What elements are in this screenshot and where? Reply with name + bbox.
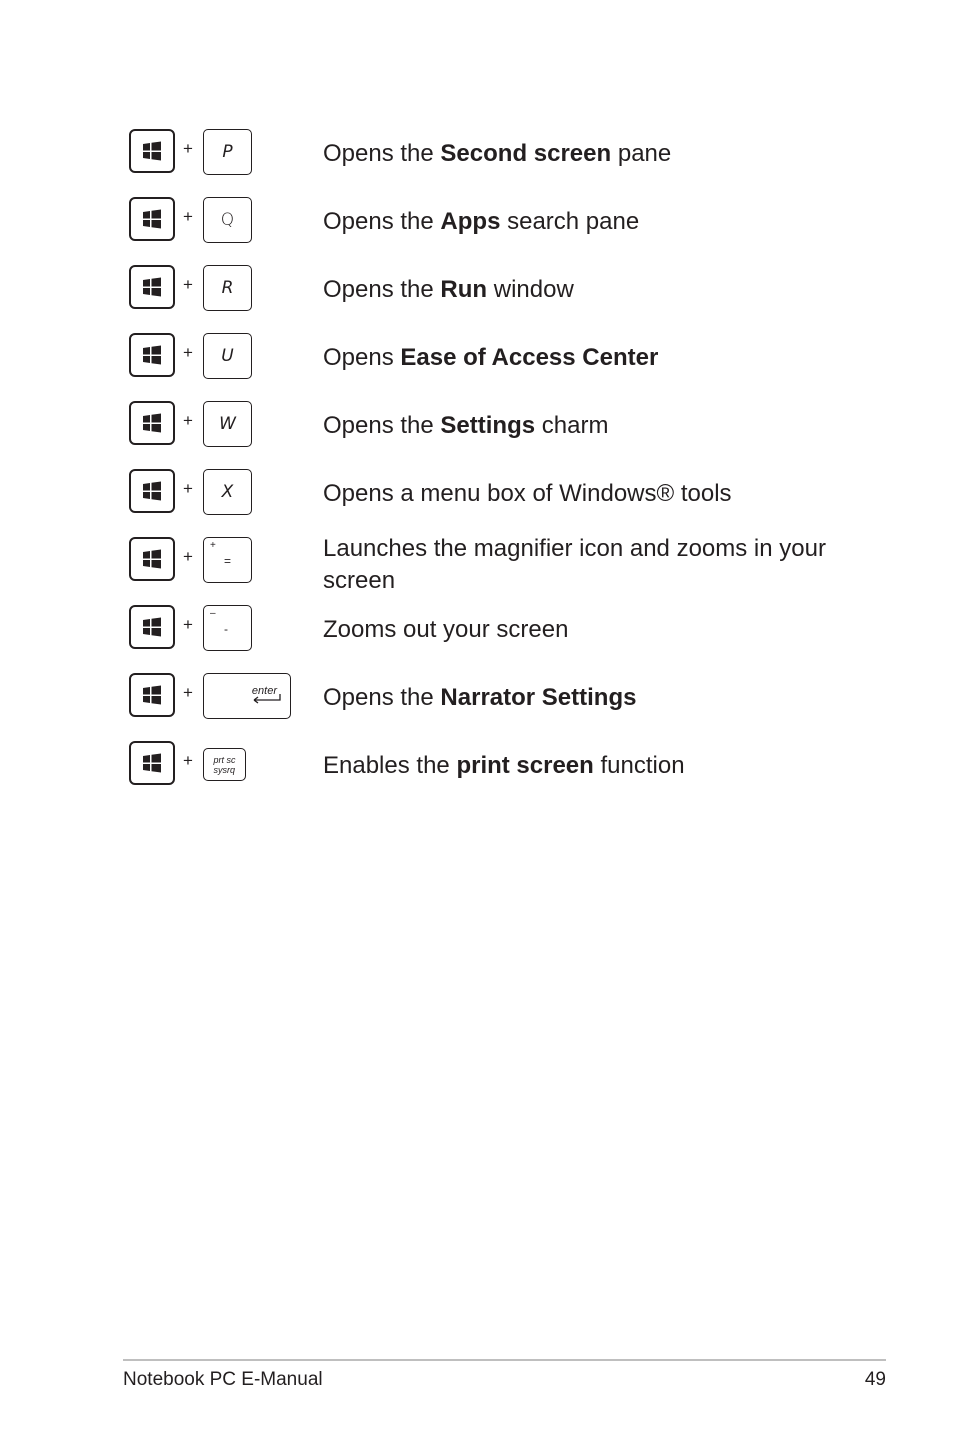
key-u: U bbox=[203, 333, 252, 379]
windows-key-icon bbox=[129, 333, 175, 377]
shortcut-description: Enables the print screen function bbox=[323, 752, 685, 779]
key-p: P bbox=[203, 129, 252, 175]
plus-sign: + bbox=[183, 207, 193, 226]
shortcut-description: Opens a menu box of Windows® tools bbox=[323, 480, 732, 507]
key-r: R bbox=[203, 265, 252, 311]
shortcut-row bbox=[0, 265, 954, 313]
plus-sign: + bbox=[183, 751, 193, 770]
key-plus-equals: + = bbox=[203, 537, 252, 583]
shortcut-description: Zooms out your screen bbox=[323, 616, 569, 643]
windows-key-icon bbox=[129, 129, 175, 173]
plus-sign: + bbox=[183, 411, 193, 430]
shortcut-row bbox=[0, 741, 954, 789]
windows-key-icon bbox=[129, 673, 175, 717]
shortcut-row bbox=[0, 673, 954, 721]
windows-key-icon bbox=[129, 197, 175, 241]
key-w: W bbox=[203, 401, 252, 447]
shortcut-description: Opens the Apps search pane bbox=[323, 208, 640, 235]
windows-key-icon bbox=[129, 537, 175, 581]
plus-sign: + bbox=[183, 547, 193, 566]
key-x: X bbox=[203, 469, 252, 515]
windows-key-icon bbox=[129, 469, 175, 513]
key-minus: – - bbox=[203, 605, 252, 651]
plus-sign: + bbox=[183, 275, 193, 294]
page-number: 49 bbox=[864, 1369, 886, 1390]
key-enter: enter bbox=[203, 673, 291, 719]
shortcut-description: Opens Ease of Access Center bbox=[323, 344, 659, 371]
shortcut-description: Opens the Narrator Settings bbox=[323, 684, 637, 711]
plus-sign: + bbox=[183, 479, 193, 498]
shortcut-description: Opens the Second screen pane bbox=[323, 140, 672, 167]
footer-title: Notebook PC E-Manual bbox=[123, 1369, 323, 1390]
shortcut-row bbox=[0, 401, 954, 449]
plus-sign: + bbox=[183, 343, 193, 362]
shortcut-row bbox=[0, 605, 954, 653]
enter-arrow-icon bbox=[250, 694, 284, 704]
shortcut-row bbox=[0, 469, 954, 517]
footer-divider bbox=[123, 1359, 886, 1361]
shortcut-description: Opens the Run window bbox=[323, 276, 574, 303]
plus-sign: + bbox=[183, 615, 193, 634]
shortcut-description: Opens the Settings charm bbox=[323, 412, 609, 439]
windows-key-icon bbox=[129, 605, 175, 649]
plus-sign: + bbox=[183, 683, 193, 702]
windows-key-icon bbox=[129, 401, 175, 445]
key-prtsc-sysrq: prt sc sysrq bbox=[203, 748, 246, 781]
shortcut-row bbox=[0, 129, 954, 177]
windows-key-icon bbox=[129, 265, 175, 309]
key-q: Q bbox=[203, 197, 252, 243]
shortcut-description: Launches the magnifier icon and zooms in your screen bbox=[323, 535, 826, 594]
shortcut-row bbox=[0, 535, 954, 594]
shortcut-row bbox=[0, 333, 954, 381]
plus-sign: + bbox=[183, 139, 193, 158]
windows-key-icon bbox=[129, 741, 175, 785]
shortcut-row bbox=[0, 197, 954, 245]
